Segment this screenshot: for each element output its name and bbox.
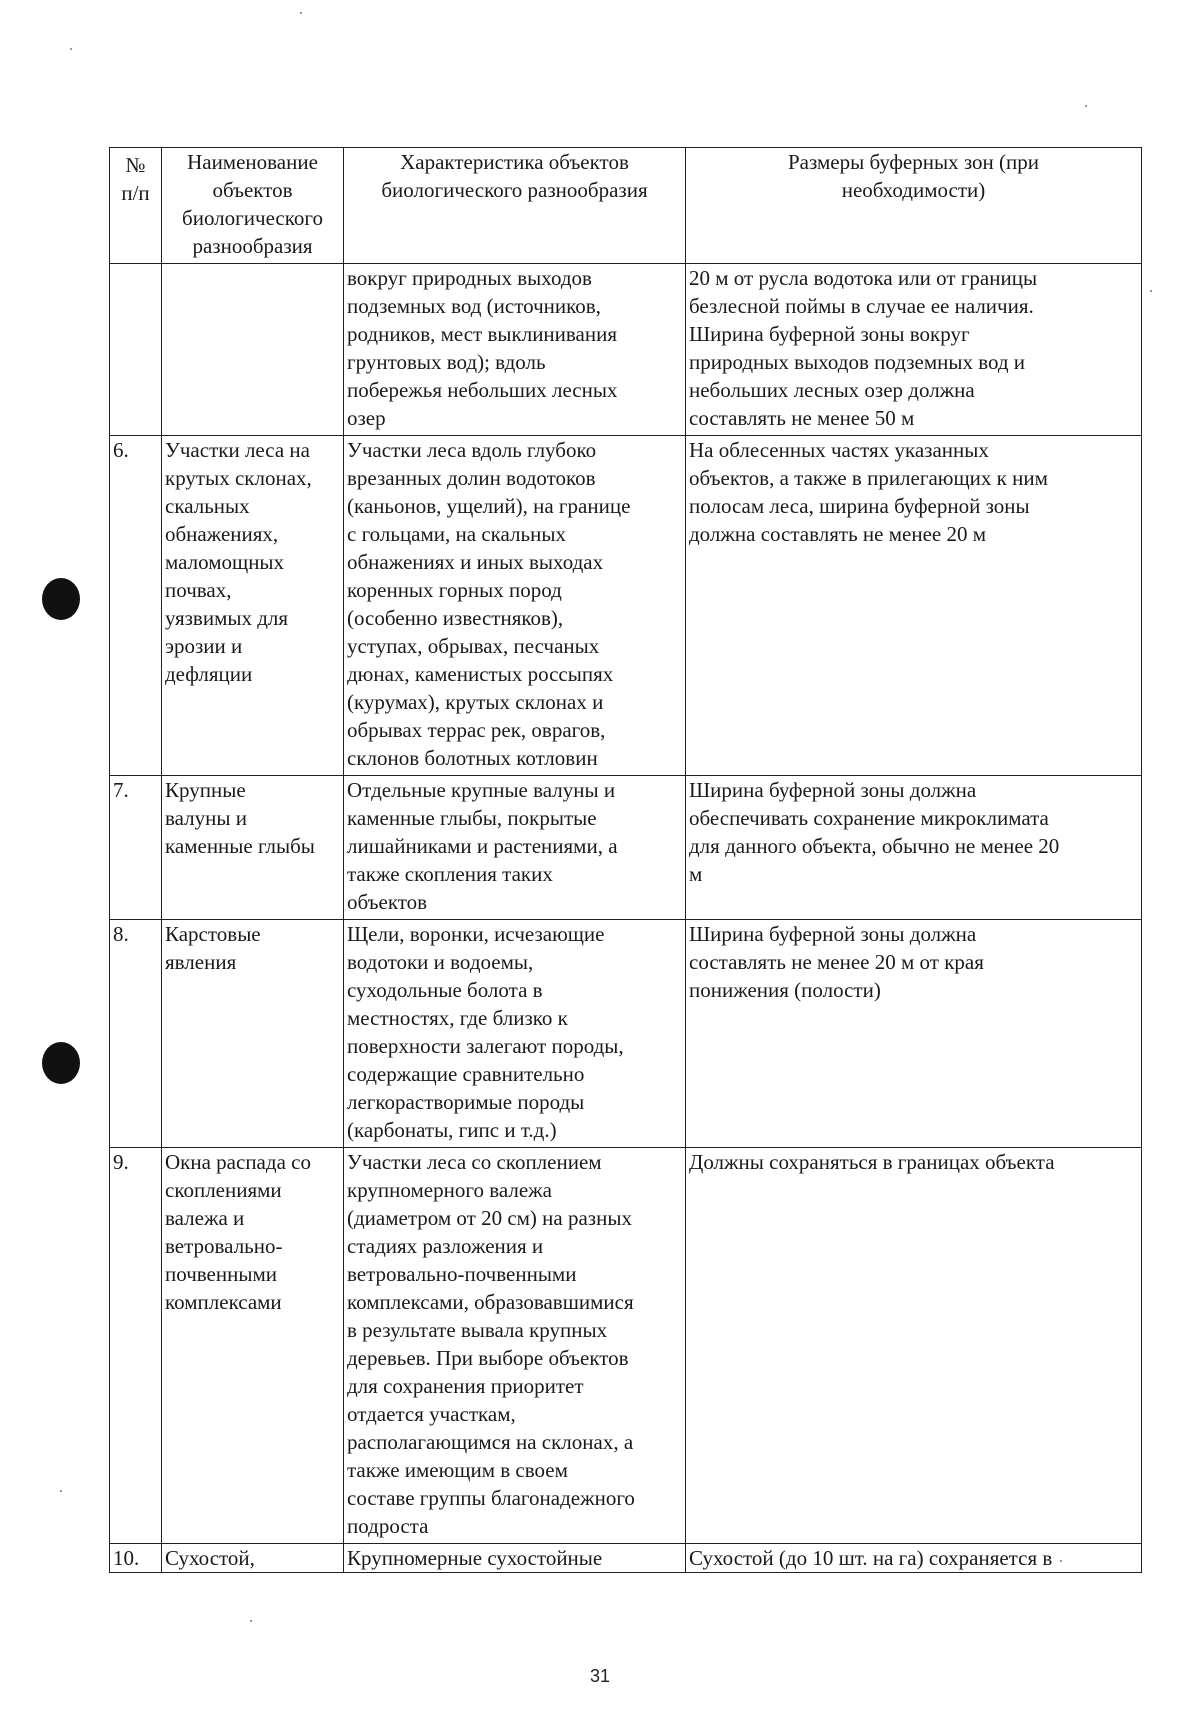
cell-description: Щели, воронки, исчезающие водотоки и водоемы, суходольные болота в местностях, где близко к поверхности залегают породы, содержащие сравнительно легкорастворимые породы (карбонаты, гипс и т.д.) [344,920,686,1148]
cell-buffer: На облесенных частях указанных объектов, а также в прилегающих к ним полосам леса, ширина буферной зоны должна составлять не менее 20 м [686,436,1142,776]
table-row [110,436,1142,776]
header-cell-number: № п/п [110,148,162,264]
cell-name [162,264,344,436]
cell-number: 10. [110,1544,162,1573]
cell-buffer: Ширина буферной зоны должна обеспечивать сохранение микроклимата для данного объекта, обычно не менее 20 м [686,776,1142,920]
biodiversity-objects-table [109,147,1142,1573]
page-number: 31 [589,1666,611,1686]
cell-name: Карстовые явления [162,920,344,1148]
header-cell-description: Характеристика объектов биологического разнообразия [344,148,686,264]
table-row [110,264,1142,436]
cell-name: Участки леса на крутых склонах, скальных обнажениях, маломощных почвах, уязвимых для эрозии и дефляции [162,436,344,776]
table-row [110,1148,1142,1544]
cell-number: 7. [110,776,162,920]
scan-speck [300,12,302,14]
cell-description: Участки леса со скоплением крупномерного валежа (диаметром от 20 см) на разных стадиях разложения и ветровально-почвенными комплексами, образовавшимися в результате вывала крупных деревьев. При выборе объектов для сохранения приоритет отдается участкам, располагающимся на склонах, а также имеющим в своем составе группы благонадежного подроста [344,1148,686,1544]
table-row [110,920,1142,1148]
punch-hole-top [42,578,80,620]
cell-number: 6. [110,436,162,776]
table-body [110,148,1142,1573]
cell-name: Крупные валуны и каменные глыбы [162,776,344,920]
header-cell-name: Наименование объектов биологического разнообразия [162,148,344,264]
table-header-row [110,148,1142,264]
scan-speck [60,1490,62,1492]
punch-hole-bottom [42,1042,80,1084]
table-row [110,776,1142,920]
cell-buffer: Сухостой (до 10 шт. на га) сохраняется в [686,1544,1142,1573]
cell-description: Крупномерные сухостойные [344,1544,686,1573]
scan-speck [1085,105,1087,107]
cell-buffer: 20 м от русла водотока или от границы безлесной поймы в случае ее наличия. Ширина буферной зоны вокруг природных выходов подземных вод и небольших лесных озер должна составлять не менее 50 м [686,264,1142,436]
scan-speck [250,1620,252,1622]
table-row [110,1544,1142,1573]
cell-description: Отдельные крупные валуны и каменные глыбы, покрытые лишайниками и растениями, а также скопления таких объектов [344,776,686,920]
cell-number [110,264,162,436]
cell-name: Окна распада со скоплениями валежа и ветровально- почвенными комплексами [162,1148,344,1544]
scan-speck [70,48,72,50]
header-cell-buffer: Размеры буферных зон (при необходимости) [686,148,1142,264]
cell-description: вокруг природных выходов подземных вод (источников, родников, мест выклинивания грунтовых вод); вдоль побережья небольших лесных озер [344,264,686,436]
cell-description: Участки леса вдоль глубоко врезанных долин водотоков (каньонов, ущелий), на границе с гольцами, на скальных обнажениях и иных выходах коренных горных пород (особенно известняков), уступах, обрывах, песчаных дюнах, каменистых россыпях (курумах), крутых склонах и обрывах террас рек, оврагов, склонов болотных котловин [344,436,686,776]
scan-speck [1150,290,1152,292]
cell-buffer: Ширина буферной зоны должна составлять не менее 20 м от края понижения (полости) [686,920,1142,1148]
cell-buffer: Должны сохраняться в границах объекта [686,1148,1142,1544]
cell-number: 9. [110,1148,162,1544]
cell-number: 8. [110,920,162,1148]
cell-name: Сухостой, [162,1544,344,1573]
